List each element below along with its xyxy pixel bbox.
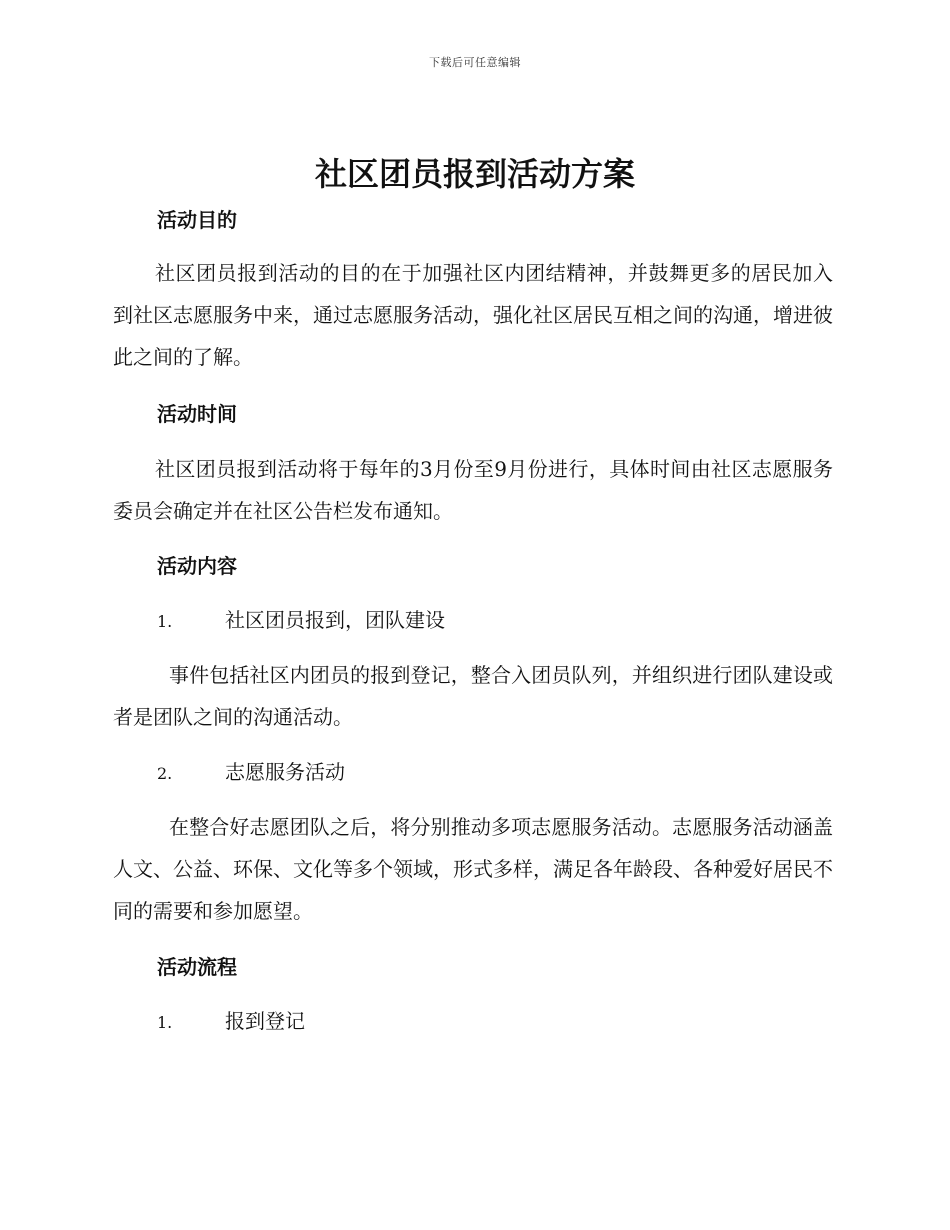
section-heading-time: 活动时间 [157, 402, 237, 426]
page-header-note: 下载后可任意编辑 [429, 56, 521, 69]
list-item-content-1 [157, 606, 445, 636]
paragraph-time: 社区团员报到活动将于每年的3月份至9月份进行，具体时间由社区志愿服务委员会确定并在社区公告栏发布通知。 [113, 457, 833, 523]
document-title: 社区团员报到活动方案 [314, 155, 635, 193]
list-number: 1. [157, 612, 173, 631]
list-item-content-2 [157, 758, 345, 788]
list-label: 社区团员报到，团队建设 [225, 608, 445, 632]
list-number: 2. [157, 764, 173, 783]
list-number: 1. [157, 1013, 173, 1032]
paragraph-content-1: 事件包括社区内团员的报到登记，整合入团员队列，并组织进行团队建设或者是团队之间的沟通活动。 [113, 663, 833, 729]
section-heading-content: 活动内容 [157, 554, 237, 578]
section-heading-process: 活动流程 [157, 955, 237, 979]
paragraph-purpose: 社区团员报到活动的目的在于加强社区内团结精神，并鼓舞更多的居民加入到社区志愿服务中来，通过志愿服务活动，强化社区居民互相之间的沟通，增进彼此之间的了解。 [113, 261, 833, 369]
list-label: 志愿服务活动 [225, 760, 345, 784]
section-heading-purpose: 活动目的 [157, 208, 237, 232]
paragraph-content-2: 在整合好志愿团队之后，将分别推动多项志愿服务活动。志愿服务活动涵盖人文、公益、环保、文化等多个领域，形式多样，满足各年龄段、各种爱好居民不同的需要和参加愿望。 [113, 815, 833, 923]
list-item-process-1 [157, 1007, 305, 1037]
list-label: 报到登记 [225, 1009, 305, 1033]
